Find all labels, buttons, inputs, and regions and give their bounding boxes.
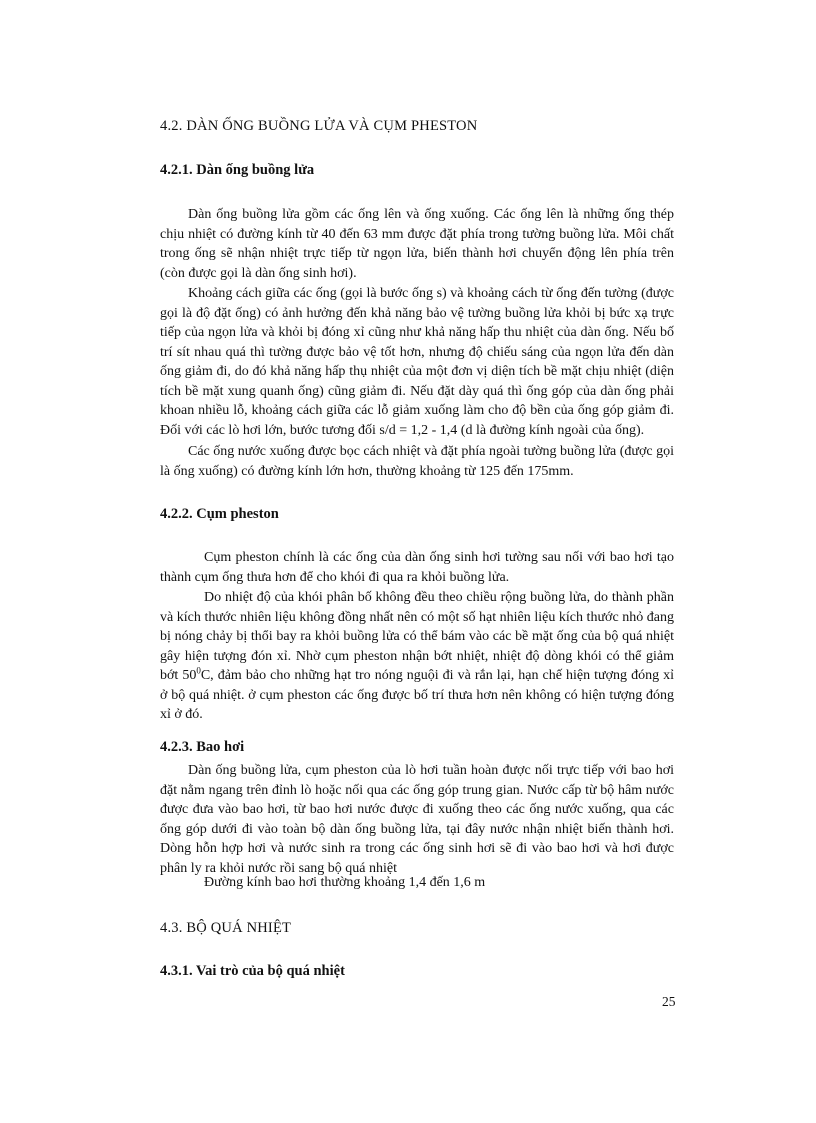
- paragraph-furnace-tubes-2: Khoảng cách giữa các ống (gọi là bước ống s) và khoảng cách từ ống đến tường (được gọi là độ đặt ống) có ảnh hưởng đến khả năng bảo vệ tường buồng lửa khỏi bị bức xạ trực tiếp của ngọn lửa và khỏi bị đóng xỉ cũng như khả năng hấp thu nhiệt của dàn ống. Nếu bố trí sít nhau quá thì tường được bảo vệ tốt hơn, nhưng độ chiếu sáng của ngọn lửa đến dàn ống giảm đi, do đó khả năng hấp thụ nhiệt của một đơn vị diện tích bề mặt chịu nhiệt (diện tích bề mặt xung quanh ống) cũng giảm đi. Nếu đặt dày quá thì ống góp của dàn ống phải khoan nhiều lỗ, khoảng cách giữa các lỗ giảm xuống làm cho độ bền của ống góp giảm đi. Đối với các lò hơi lớn, bước tương đối s/d = 1,2 - 1,4 (d là đường kính ngoài của ống).: [160, 286, 674, 438]
- section-title-4-3: 4.3. BỘ QUÁ NHIỆT: [160, 920, 292, 936]
- subsection-heading-4-2-2: 4.2.2. Cụm pheston: [160, 506, 279, 522]
- paragraph-pheston-2-part-b: C, đảm bảo cho những hạt tro nóng nguội đi và rắn lại, hạn chế hiện tượng đóng xỉ ở bộ quá nhiệt. ở cụm pheston các ống được bố trí thưa hơn nên không có hiện tượng đóng xỉ ở đó.: [160, 668, 675, 722]
- paragraph-pheston-2: [160, 588, 674, 725]
- subsection-heading-4-3-1: 4.3.1. Vai trò của bộ quá nhiệt: [160, 963, 345, 979]
- paragraph-drum-1: Dàn ống buồng lửa, cụm pheston của lò hơi tuần hoàn được nối trực tiếp với bao hơi đặt nằm ngang trên đỉnh lò hoặc nối qua các ống góp trung gian. Nước cấp từ bộ hâm nước được đưa vào bao hơi, từ bao hơi nước được đi xuống theo các ống nước xuống, qua các ống góp dưới đi vào toàn bộ dàn ống buồng lửa, tại đây nước nhận nhiệt biến thành hơi. Dòng hỗn hợp hơi và nước sinh ra trong các ống sinh hơi sẽ đi vào bao hơi và hơi được phân ly ra khỏi nước rồi sang bộ quá nhiệt: [160, 763, 674, 876]
- paragraph-drum-2: Đường kính bao hơi thường khoảng 1,4 đến 1,6 m: [204, 875, 486, 890]
- subsection-heading-4-2-1: 4.2.1. Dàn ống buồng lửa: [160, 162, 315, 178]
- paragraph-furnace-tubes-3: Các ống nước xuống được bọc cách nhiệt và đặt phía ngoài tường buồng lửa (được gọi là ống xuống) có đường kính lớn hơn, thường khoảng từ 125 đến 175mm.: [160, 444, 674, 479]
- paragraph-furnace-tubes-1: Dàn ống buồng lửa gồm các ống lên và ống xuống. Các ống lên là những ống thép chịu nhiệt có đường kính từ 40 đến 63 mm được đặt phía trong tường buồng lửa. Môi chất trong ống sẽ nhận nhiệt trực tiếp từ ngọn lửa, biến thành hơi chuyển động lên phía trên (còn được gọi là dàn ống sinh hơi).: [160, 207, 674, 281]
- page-number: 25: [662, 994, 676, 1009]
- degree-superscript: 0: [196, 665, 201, 676]
- subsection-heading-4-2-3: 4.2.3. Bao hơi: [160, 739, 245, 755]
- paragraph-pheston-2-part-a: Do nhiệt độ của khói phân bố không đều theo chiều rộng buồng lửa, do thành phần và kích thước nhiên liệu không đồng nhất nên có một số hạt nhiên liệu kích thước nhỏ đang bị nóng chảy bị thổi bay ra khỏi buồng lửa có thể bám vào các bề mặt ống của bộ quá nhiệt gây hiện tượng đón xỉ. Nhờ cụm pheston nhận bớt nhiệt, nhiệt độ dòng khói có thể giảm bớt 50: [160, 590, 674, 683]
- section-title-4-2: 4.2. DÀN ỐNG BUỒNG LỬA VÀ CỤM PHESTON: [160, 118, 478, 134]
- paragraph-pheston-1: Cụm pheston chính là các ống của dàn ống sinh hơi tường sau nối với bao hơi tạo thành cụm ống thưa hơn để cho khói đi qua ra khỏi buồng lửa.: [160, 550, 674, 585]
